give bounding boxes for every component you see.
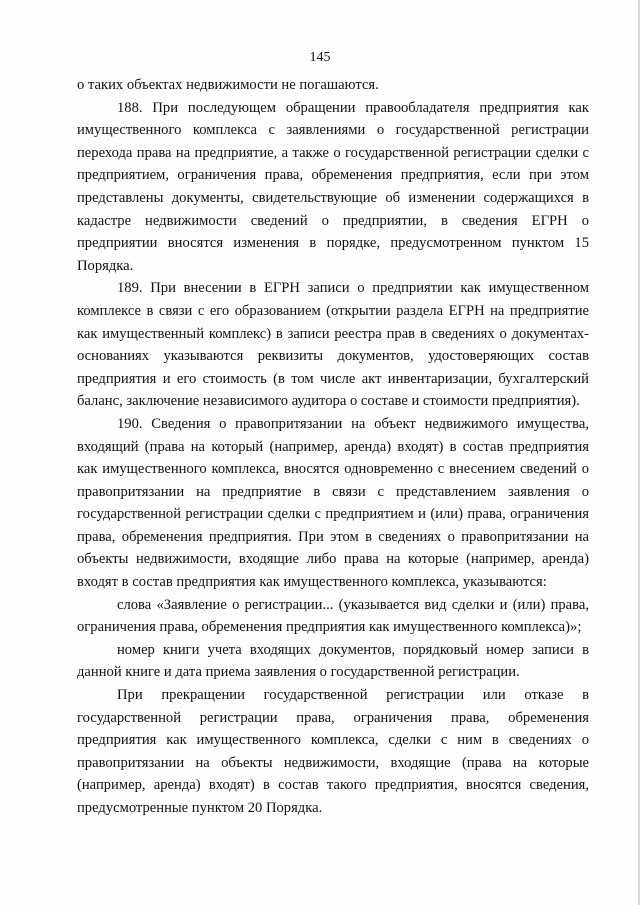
paragraph-190-item-book-number: номер книги учета входящих документов, порядковый номер записи в данной книге и дата приема заявления о государственной регистрации. [77, 641, 589, 681]
paragraph-continuation: о таких объектах недвижимости не погашаются. [77, 77, 379, 93]
paragraph-termination: При прекращении государственной регистрации или отказе в государственной регистрации права, ограничения права, обременения предприятия как имущественного комплекса, сделки с ним в сведениях о правопритязании на объекты недвижимости, входящие (права на которые (например, аренда) входят) в состав такого предприятия, вносятся сведения, предусмотренные пунктом 20 Порядка. [77, 687, 589, 816]
document-body [77, 74, 589, 820]
paragraph-188: 188. При последующем обращении правообладателя предприятия как имущественного комплекса с заявлениями о государственной регистрации перехода права на предприятие, а также о государственной регистрации сделки с предприятием, ограничения права, обременения предприятия, если при этом представлены документы, свидетельствующие об изменении содержащихся в кадастре недвижимости сведений о предприятии, в сведения ЕГРН о предприятии вносятся изменения в порядке, предусмотренном пунктом 15 Порядка. [77, 99, 589, 274]
paragraph-190-item-words: слова «Заявление о регистрации... (указывается вид сделки и (или) права, ограничения права, обременения предприятия как имущественного комплекса)»; [77, 596, 589, 636]
paragraph-190: 190. Сведения о правопритязании на объект недвижимого имущества, входящий (права на который (например, аренда) входят) в состав предприятия как имущественного комплекса, вносятся одновременно с внесением сведений о правопритязании на предприятие в связи с представлением заявления о государственной регистрации сделки с предприятием и (или) права, ограничения права, обременения предприятия. При этом в сведениях о правопритязании на объекты недвижимости, входящие либо права на которые (например, аренда) входят в состав предприятия как имущественного комплекса, указываются: [77, 415, 589, 591]
page-number: 145 [309, 50, 331, 65]
paragraph-189: 189. При внесении в ЕГРН записи о предприятии как имущественном комплексе в связи с его образованием (открытии раздела ЕГРН на предприятие как имущественный комплекс) в записи реестра прав в сведениях о документах-основаниях указываются реквизиты документов, удостоверяющих состав предприятия и его стоимость (в том числе акт инвентаризации, бухгалтерский баланс, заключение независимого аудитора о составе и стоимости предприятия). [77, 280, 589, 410]
